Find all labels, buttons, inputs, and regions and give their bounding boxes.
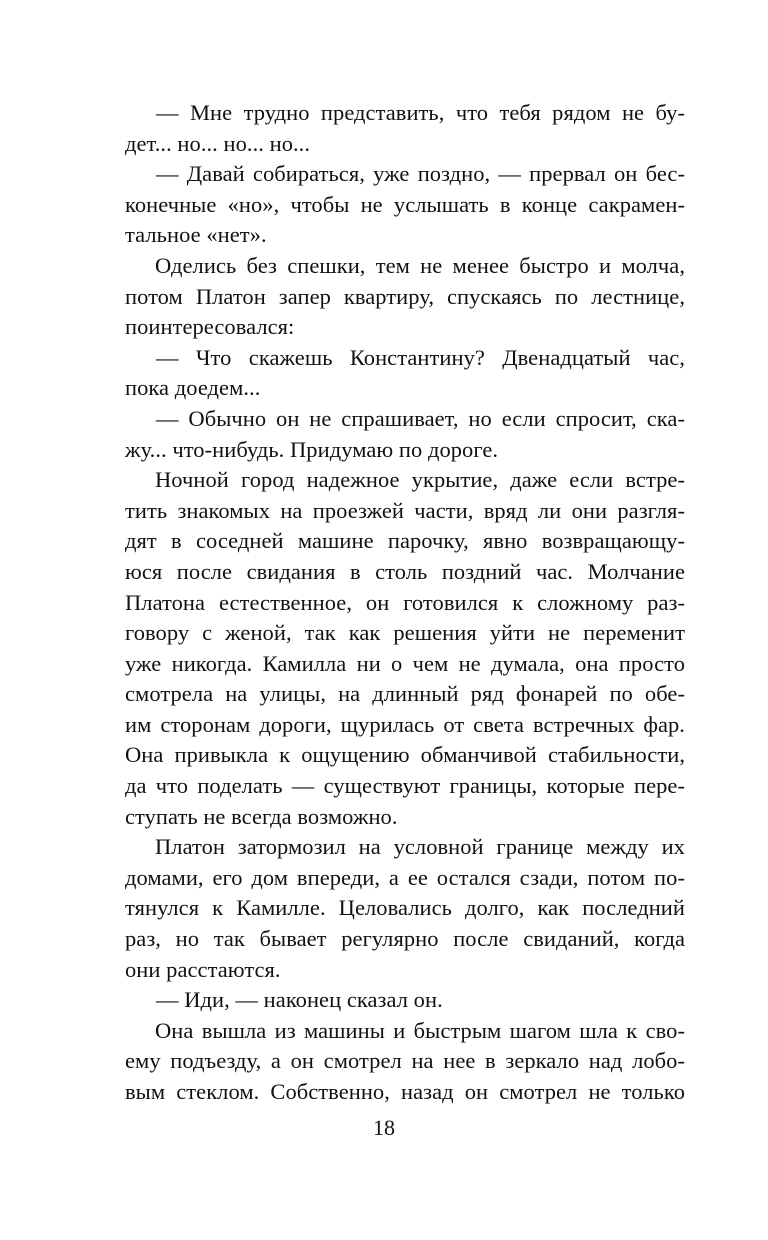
text-line: Она вышла из машины и быстрым шагом шла к сво- <box>155 1017 685 1043</box>
text-line: — Иди, — наконец сказал он. <box>156 987 443 1013</box>
text-line: они расстаются. <box>125 956 281 982</box>
text-line: Она привыкла к ощущению обманчивой стабильности, <box>125 742 685 768</box>
text-line: тить знакомых на проезжей части, вряд ли они разгля- <box>125 497 685 523</box>
text-line: тальное «нет». <box>125 222 267 248</box>
text-line: смотрела на улицы, на длинный ряд фонарей по обе- <box>125 681 685 707</box>
text-line: дят в соседней машине парочку, явно возвращающу- <box>125 528 685 554</box>
text-line: конечные «но», чтобы не услышать в конце сакрамен- <box>125 191 685 217</box>
text-line: домами, его дом впереди, а ее остался сзади, потом по- <box>125 864 685 890</box>
text-line: юся после свидания в столь поздний час. Молчание <box>125 558 685 584</box>
text-line: ему подъезду, а он смотрел на нее в зеркало над лобо- <box>125 1048 685 1074</box>
text-line: Оделись без спешки, тем не менее быстро и молча, <box>155 252 685 278</box>
text-line: им сторонам дороги, щурилась от света встречных фар. <box>125 711 685 737</box>
text-line: дет... но... но... но... <box>125 130 311 156</box>
text-line: — Что скажешь Константину? Двенадцатый час, <box>156 344 685 370</box>
text-line: да что поделать — существуют границы, которые пере- <box>125 773 685 799</box>
text-line: жу... что-нибудь. Придумаю по дороге. <box>125 436 499 462</box>
text-line: потом Платон запер квартиру, спускаясь по лестнице, <box>125 283 685 309</box>
text-line: Ночной город надежное укрытие, даже если встре- <box>155 467 685 493</box>
text-line: раз, но так бывает регулярно после свиданий, когда <box>125 926 685 952</box>
text-line: Платон затормозил на условной границе между их <box>155 834 685 860</box>
body-text <box>125 98 685 1108</box>
text-line: вым стеклом. Собственно, назад он смотрел не только <box>125 1079 685 1104</box>
text-line: поинтересовался: <box>125 314 295 340</box>
page-number: 18 <box>373 1115 395 1140</box>
text-line: тянулся к Камилле. Целовались долго, как последний <box>125 895 685 921</box>
text-line: ступать не всегда возможно. <box>125 803 398 829</box>
text-line: Платона естественное, он готовился к сложному раз- <box>125 589 685 615</box>
text-line: — Мне трудно представить, что тебя рядом не бу- <box>156 100 685 125</box>
text-line: — Давай собираться, уже поздно, — прервал он бес- <box>156 161 685 187</box>
text-line: — Обычно он не спрашивает, но если спросит, ска- <box>156 405 685 431</box>
text-line: уже никогда. Камилла ни о чем не думала, она просто <box>125 650 685 676</box>
text-line: пока доедем... <box>125 375 261 401</box>
text-line: говору с женой, так как решения уйти не переменит <box>125 620 685 646</box>
